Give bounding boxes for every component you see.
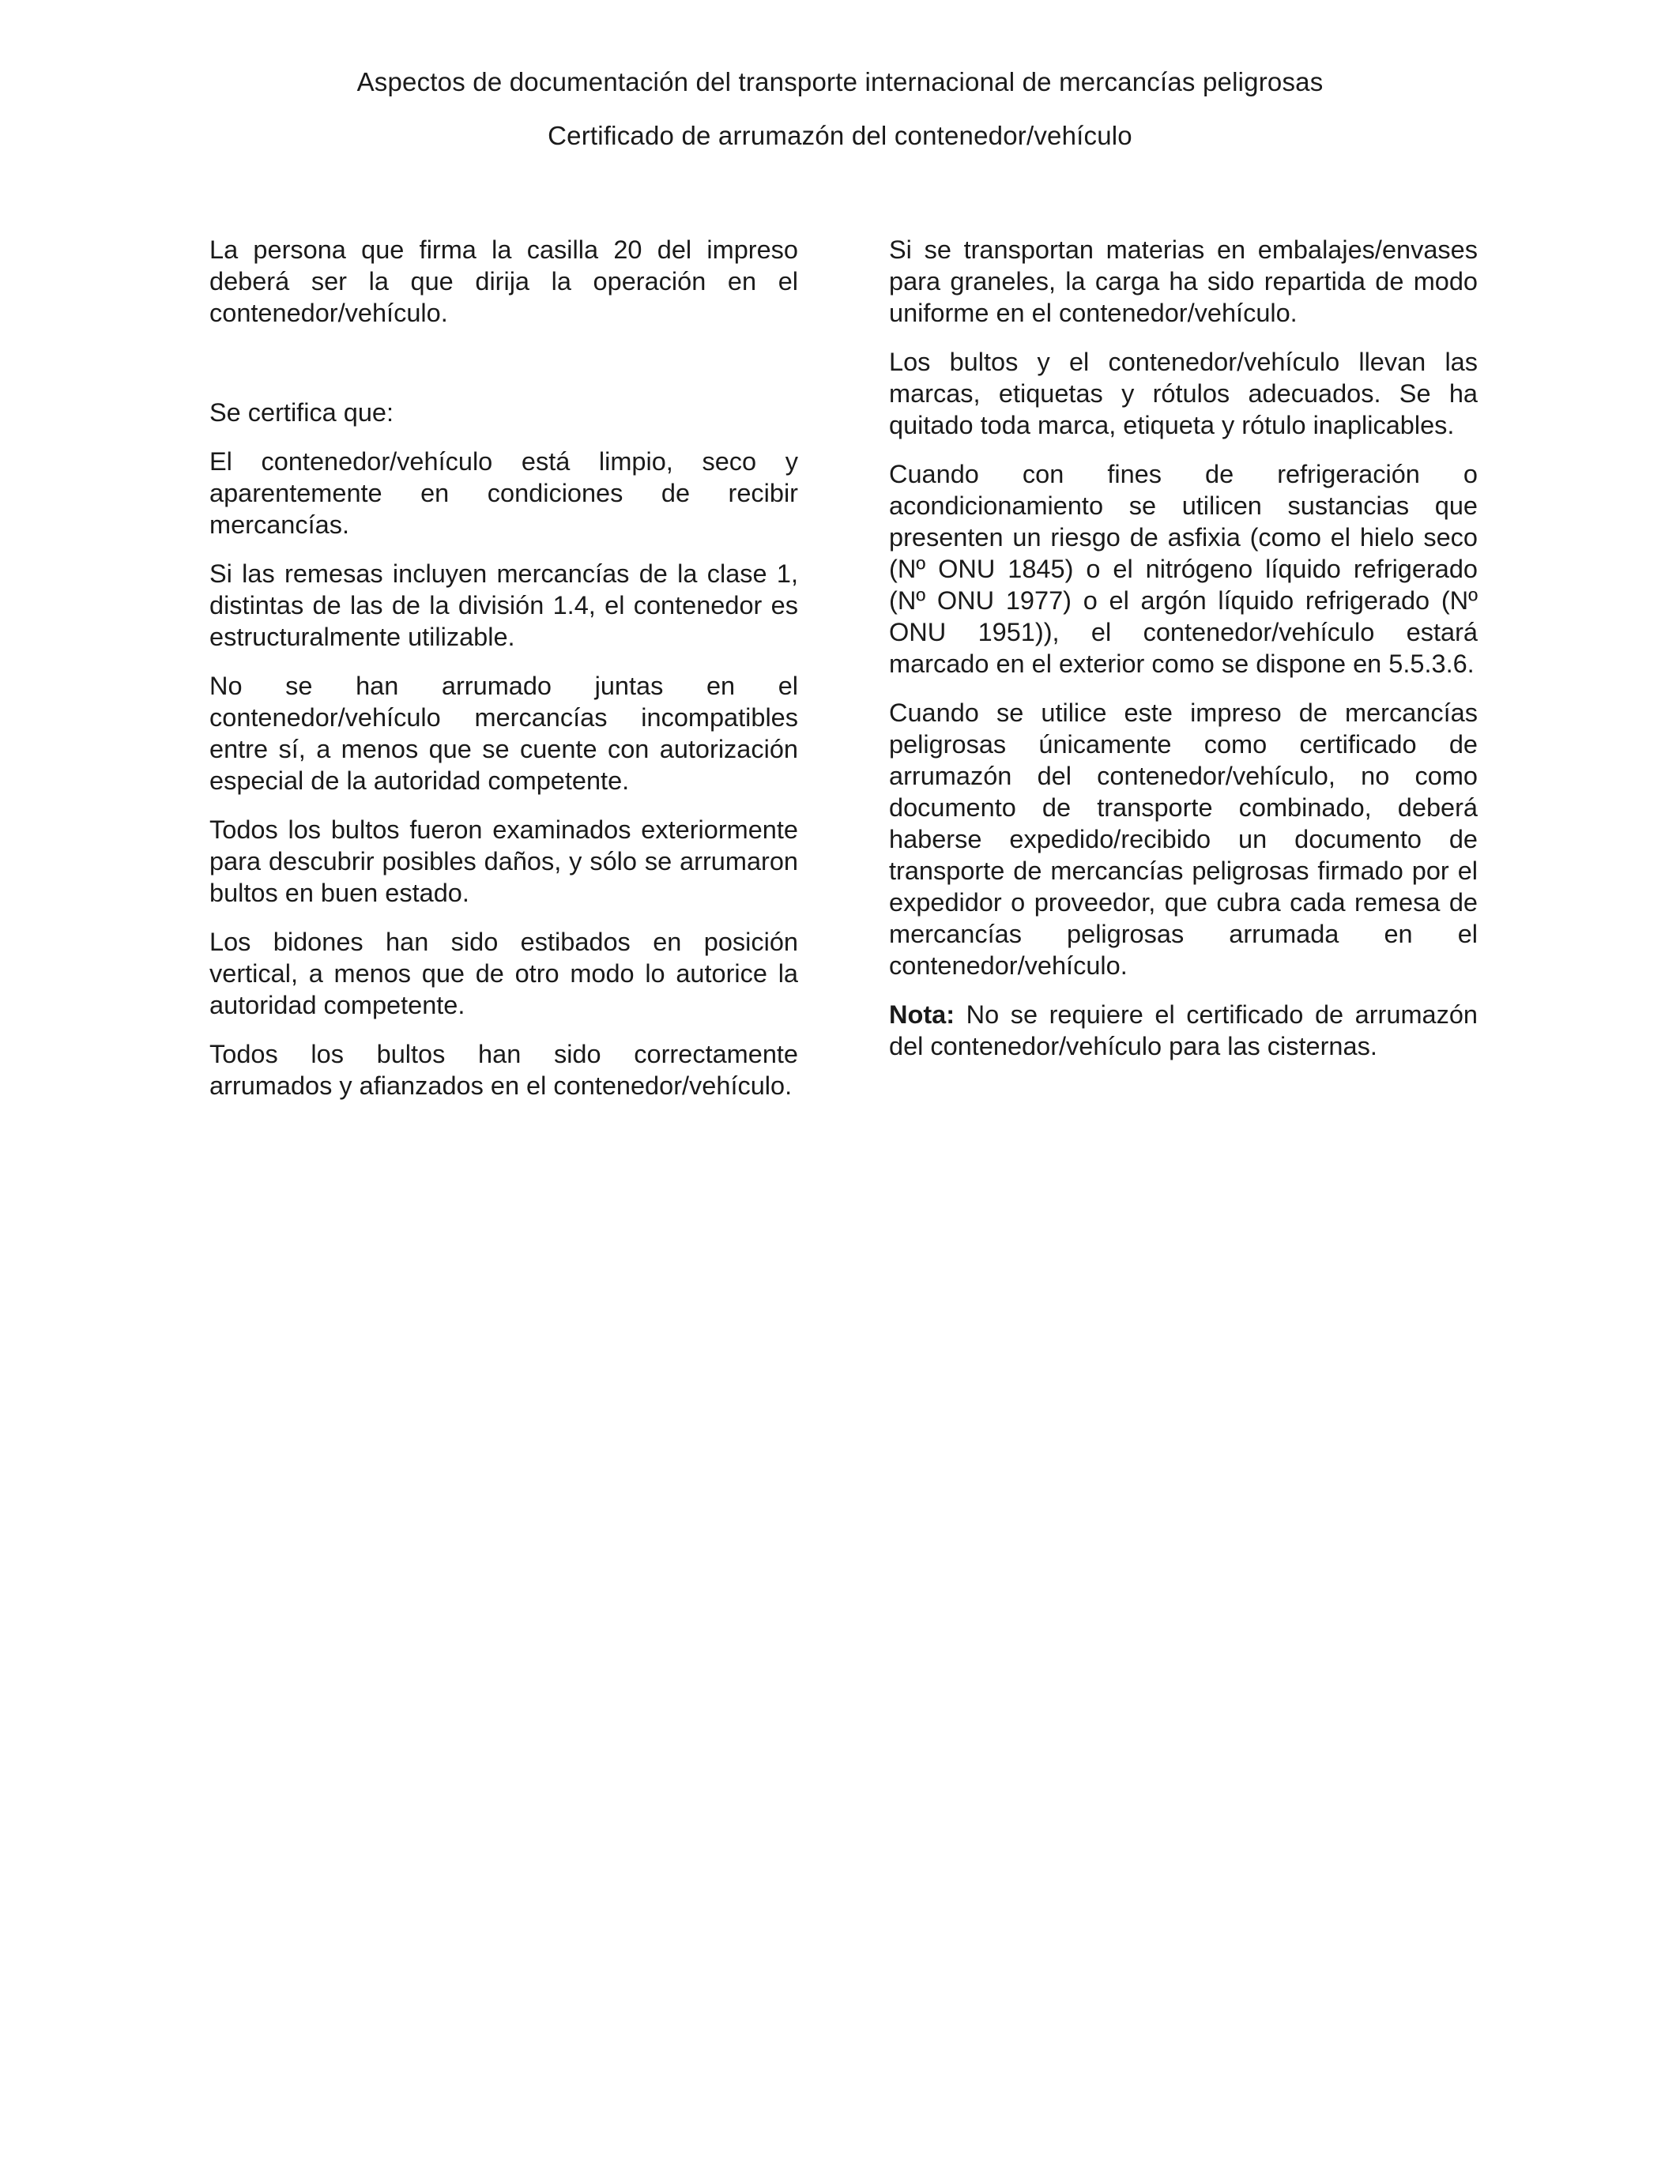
certification-item: Cuando se utilice este impreso de mercancías peligrosas únicamente como certificado de arrumazón del contenedor/vehículo, no como documento de transporte combinado, deberá haberse expedido/recibido un documento de transporte de mercancías peligrosas firmado por el expedidor o proveedor, que cubra cada remesa de mercancías peligrosas arrumada en el contenedor/vehículo. [889,699,1478,980]
right-column [889,234,1478,1079]
left-column [209,234,798,1119]
document-subtitle: Certificado de arrumazón del contenedor/vehículo [548,121,1132,150]
certification-item: No se han arrumado juntas en el contenedor/vehículo mercancías incompatibles entre sí, a menos que se cuente con autorización especial de la autoridad competente. [209,672,798,795]
certification-item: Cuando con fines de refrigeración o acondicionamiento se utilicen sustancias que presenten un riesgo de asfixia (como el hielo seco (Nº ONU 1845) o el nitrógeno líquido refrigerado (Nº ONU 1977) o el argón líquido refrigerado (Nº ONU 1951)), el contenedor/vehículo estará marcado en el exterior como se dispone en 5.5.3.6. [889,460,1478,678]
certification-item: Los bidones han sido estibados en posición vertical, a menos que de otro modo lo autorice la autoridad competente. [209,928,798,1019]
certification-item: Si las remesas incluyen mercancías de la clase 1, distintas de las de la división 1.4, el contenedor es estructuralmente utilizable. [209,559,798,651]
certifies-heading: Se certifica que: [209,398,394,427]
certification-item: Todos los bultos han sido correctamente arrumados y afianzados en el contenedor/vehículo. [209,1040,798,1100]
note-label: Nota: [889,1000,955,1029]
note-paragraph [889,999,1478,1062]
intro-paragraph: La persona que firma la casilla 20 del impreso deberá ser la que dirija la operación en el contenedor/vehículo. [209,235,798,327]
note-text: No se requiere el certificado de arrumazón del contenedor/vehículo para las cisternas. [889,1000,1478,1060]
document-title: Aspectos de documentación del transporte internacional de mercancías peligrosas [356,67,1324,96]
document-header [0,65,1680,153]
certification-item: El contenedor/vehículo está limpio, seco y aparentemente en condiciones de recibir mercancías. [209,447,798,539]
certification-item: Los bultos y el contenedor/vehículo llevan las marcas, etiquetas y rótulos adecuados. Se ha quitado toda marca, etiqueta y rótulo inaplicables. [889,348,1478,439]
certification-item: Si se transportan materias en embalajes/envases para graneles, la carga ha sido repartida de modo uniforme en el contenedor/vehículo. [889,235,1478,327]
certification-item: Todos los bultos fueron examinados exteriormente para descubrir posibles daños, y sólo se arrumaron bultos en buen estado. [209,815,798,907]
